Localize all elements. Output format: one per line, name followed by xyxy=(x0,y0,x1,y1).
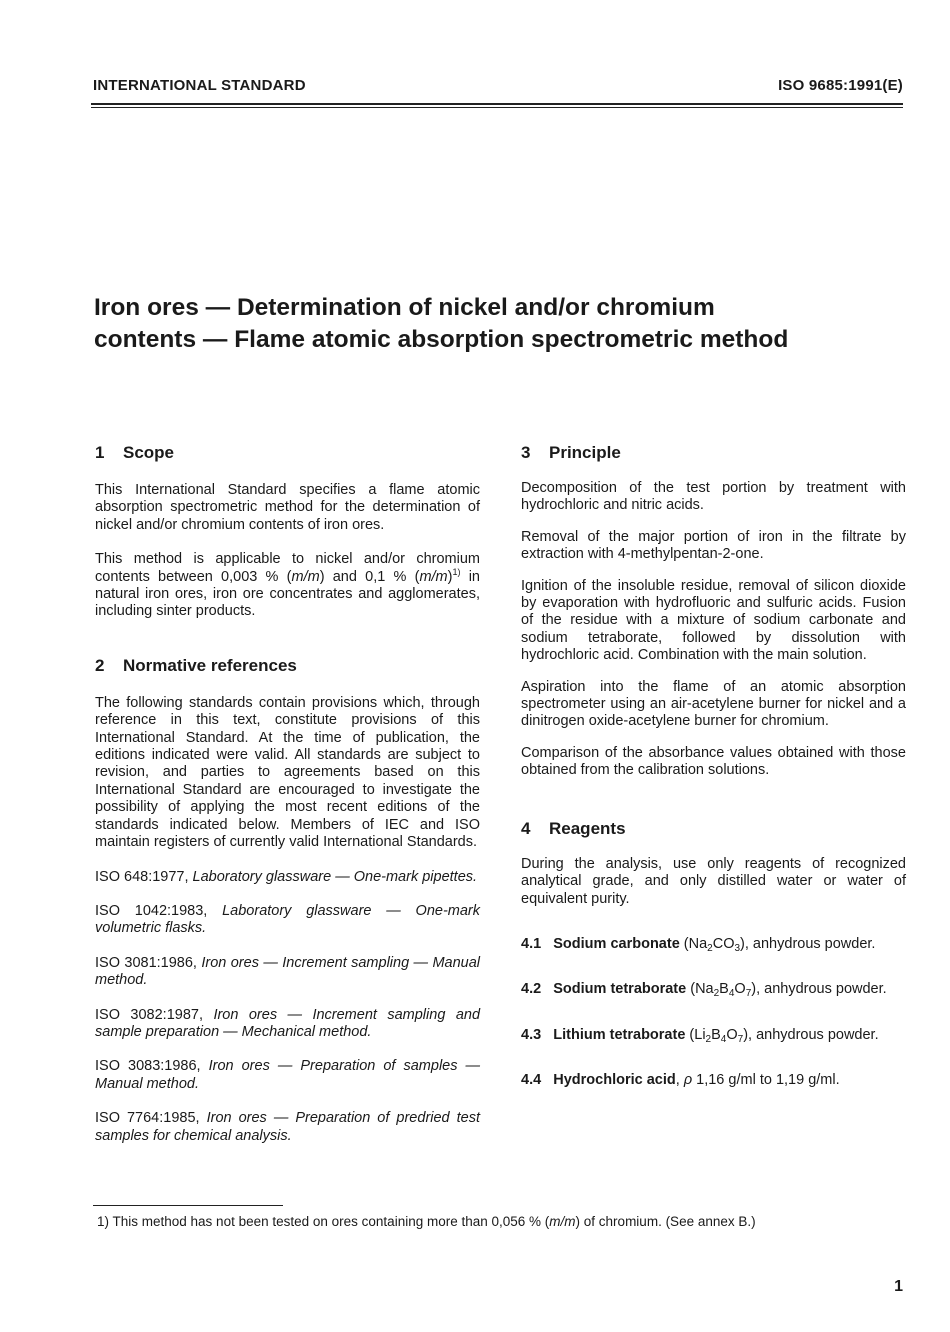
footnote-rule xyxy=(93,1205,283,1206)
section-title: Principle xyxy=(549,443,621,462)
reagent-item: 4.2 Sodium tetraborate $(Na_2B_4O_7)$, anhydrous powder. xyxy=(521,981,887,1000)
reference-item: ISO 648:1977, Laboratory glassware — One-mark pipettes. xyxy=(95,868,478,885)
reference-item: ISO 3081:1986, Iron ores — Increment sampling — Manual method. xyxy=(95,954,481,989)
reagents-intro: During the analysis, use only reagents of recognized analytical grade, and only distilled water or water of equivalent purity. xyxy=(521,855,906,907)
reference-item: ISO 7764:1985, Iron ores — Preparation of predried test samples for chemical analysis. xyxy=(95,1110,481,1144)
document-title xyxy=(94,292,894,356)
section-title: Reagents xyxy=(549,818,626,838)
right-column xyxy=(521,442,906,1090)
reference-item: ISO 3082:1987, Iron ores — Increment sampling and sample preparation — Mechanical method. xyxy=(95,1006,481,1040)
header-rule-thin xyxy=(91,107,903,108)
reagent-item: 4.4 Hydrochloric acid, ρ 1,16 g/ml to 1,19 g/ml. xyxy=(521,1072,840,1089)
principle-paragraph: Comparison of the absorbance values obtained with those obtained from the calibration solutions. xyxy=(521,744,906,779)
section-number: 3 xyxy=(521,443,531,462)
section-heading-scope xyxy=(95,442,480,464)
section-number: 4 xyxy=(521,818,531,838)
standard-number: ISO 9685:1991(E) xyxy=(778,77,903,94)
scope-paragraph-1: This International Standard specifies a flame atomic absorption spectrometric method for the determination of nickel and/or chromium contents of iron ores. xyxy=(95,482,480,533)
normative-intro: The following standards contain provisions which, through reference in this text, constitute provisions of this International Standard. At the time of publication, the editions indicated were valid. All standards are subject to revision, and parties to agreements based on this International Standard are encouraged to investigate the possibility of applying the most recent editions of the standards indicated below. Members of IEC and ISO maintain registers of currently valid International Standards. xyxy=(95,694,480,851)
footnote-marker: 1) xyxy=(452,566,461,577)
reagent-item: 4.1 Sodium carbonate $(Na_2CO_3)$, anhydrous powder. xyxy=(521,935,876,954)
principle-paragraph: Removal of the major portion of iron in the filtrate by extraction with 4-methylpentan-2-one. xyxy=(521,528,906,563)
principle-paragraph: Decomposition of the test portion by treatment with hydrochloric and nitric acids. xyxy=(521,480,906,514)
left-column xyxy=(95,442,480,1145)
section-heading-normative-references xyxy=(95,655,480,677)
section-heading-reagents xyxy=(521,818,906,840)
section-heading-principle xyxy=(521,442,906,464)
reference-item: ISO 3083:1986, Iron ores — Preparation of samples — Manual method. xyxy=(95,1058,480,1092)
principle-paragraph: Aspiration into the flame of an atomic absorption spectrometer using an air-acetylene burner for nickel and a dinitrogen oxide-acetylene burner for chromium. xyxy=(521,678,906,730)
principle-paragraph: Ignition of the insoluble residue, removal of silicon dioxide by evaporation with hydrofluoric and sulfuric acids. Fusion of the residue with a mixture of sodium carbonate and sodium tetraborate, followed by dissolution with hydrochloric acid. Combination with the main solution. xyxy=(521,577,906,664)
section-number: 1 xyxy=(95,443,105,462)
section-title: Normative references xyxy=(123,655,297,675)
reference-item: ISO 1042:1983, Laboratory glassware — One-mark volumetric flasks. xyxy=(95,902,480,937)
page-number: 1 xyxy=(894,1278,903,1295)
reagent-item: 4.3 Lithium tetraborate $(Li_2B_4O_7)$, anhydrous powder. xyxy=(521,1026,879,1045)
scope-paragraph-2: This method is applicable to nickel and/or chromium contents between 0,003 % (m/m) and 0,1 % $(m/m)^{1)}$ in natural iron ores, iron ore concentrates and agglomerates, including sinter products. xyxy=(95,551,480,620)
section-number: 2 xyxy=(95,655,105,675)
footnote: 1) This method has not been tested on ores containing more than 0,056 % (m/m) of chromium. (See annex B.) xyxy=(97,1214,756,1229)
document-type-label: INTERNATIONAL STANDARD xyxy=(93,77,306,94)
title-line-1: Iron ores — Determination of nickel and/or chromium xyxy=(94,294,715,321)
title-line-2: contents — Flame atomic absorption spectrometric method xyxy=(94,326,789,353)
section-title: Scope xyxy=(123,443,175,462)
header-rule xyxy=(91,103,903,105)
